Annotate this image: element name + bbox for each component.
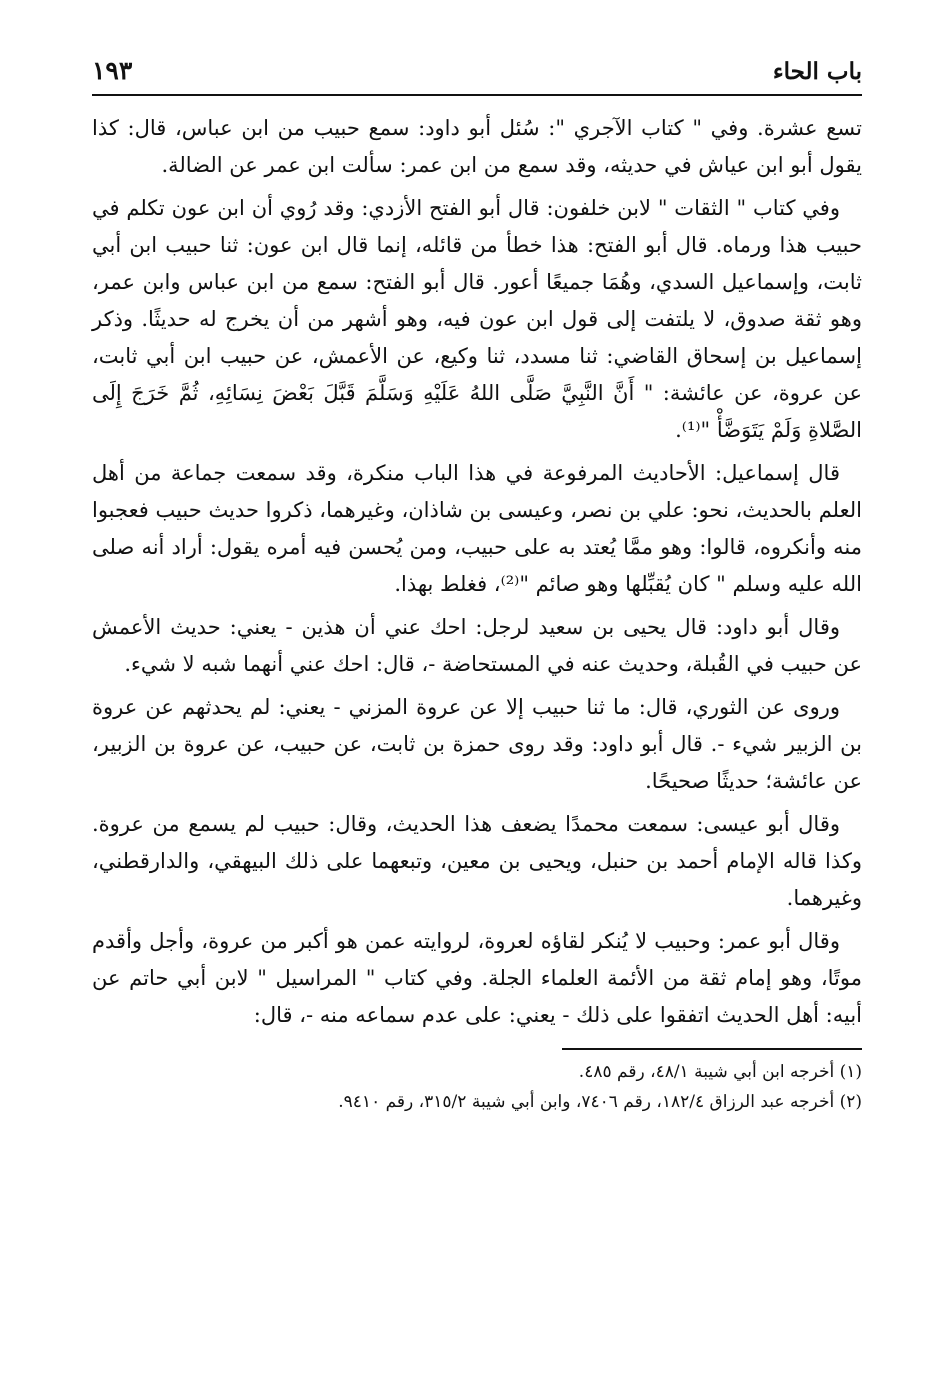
footnote-divider: [562, 1048, 862, 1050]
paragraph-1: تسع عشرة. وفي " كتاب الآجري ": سُئل أبو داود: سمع حبيب من ابن عباس، قال: كذا يقول أبو ابن عياش في حديثه، وقد سمع من ابن عمر: سألت ابن عمر عن الضالة.: [92, 116, 862, 177]
main-text: [92, 110, 862, 1034]
footnote-2: (٢) أخرجه عبد الرزاق ١٨٢/٤، رقم ٧٤٠٦، وابن أبي شيبة ٣١٥/٢، رقم ٩٤١٠.: [338, 1092, 862, 1112]
page-number: ١٩٣: [92, 56, 133, 85]
footnote-1: (١) أخرجه ابن أبي شيبة ٤٨/١، رقم ٤٨٥.: [578, 1062, 862, 1082]
paragraph-3: قال إسماعيل: الأحاديث المرفوعة في هذا الباب منكرة، وقد سمعت جماعة من أهل العلم بالحديث، نحو: علي بن نصر، وعيسى بن شاذان، وغيرهما، ذكروا حديث حبيب فعجبوا منه وأنكروه، قالوا: وهو ممَّا يُعتد به على حبيب، ومن يُحسن فيه أمره يقول: أراد أنه صلى الله عليه وسلم " كان يُقبِّلها وهو صائم "⁽²⁾، فغلط بهذا.: [92, 461, 862, 596]
paragraph-6: وقال أبو عيسى: سمعت محمدًا يضعف هذا الحديث، وقال: حبيب لم يسمع من عروة. وكذا قاله الإمام أحمد بن حنبل، ويحيى بن معين، وتبعهما على ذلك البيهقي، والدارقطني، وغيرهما.: [92, 812, 862, 910]
paragraph-4: وقال أبو داود: قال يحيى بن سعيد لرجل: احك عني أن هذين - يعني: حديث الأعمش عن حبيب في القُبلة، وحديث عنه في المستحاضة -، قال: احك عني أنهما شبه لا شيء.: [92, 615, 862, 676]
paragraph-2: وفي كتاب " الثقات " لابن خلفون: قال أبو الفتح الأزدي: وقد رُوي أن ابن عون تكلم في حبيب هذا ورماه. قال أبو الفتح: هذا خطأ من قائله، إنما قال ابن عون: ثنا حبيب ابن أبي ثابت، وإسماعيل السدي، وهُمَا جميعًا أعور. قال أبو الفتح: سمع من ابن عباس وابن عمر، وهو ثقة صدوق، لا يلتفت إلى قول ابن عون فيه، وهو أشهر من أن يخرج له حديثًا. وذكر إسماعيل بن إسحاق القاضي: ثنا مسدد، ثنا وكيع، عن الأعمش، عن حبيب ابن أبي ثابت، عن عروة، عن عائشة: " أَنَّ النَّبِيَّ صَلَّى اللهُ عَلَيْهِ وَسَلَّمَ قَبَّلَ بَعْضَ نِسَائِهِ، ثُمَّ خَرَجَ إِلَى الصَّلاةِ وَلَمْ يَتَوَضَّأْ "⁽¹⁾.: [92, 196, 862, 442]
chapter-title: باب الحاء: [772, 58, 862, 85]
page-header: [92, 50, 862, 96]
footnotes: [92, 1058, 862, 1116]
paragraph-7: وقال أبو عمر: وحبيب لا يُنكر لقاؤه لعروة، لروايته عمن هو أكبر من عروة، وأجل وأقدم موتًا، وهو إمام ثقة من الأئمة العلماء الجلة. وفي كتاب " المراسيل " لابن أبي حاتم عن أبيه: أهل الحديث اتفقوا على ذلك - يعني: على عدم سماعه منه -، قال:: [92, 929, 862, 1027]
paragraph-5: وروى عن الثوري، قال: ما ثنا حبيب إلا عن عروة المزني - يعني: لم يحدثهم عن عروة بن الزبير شيء -. قال أبو داود: وقد روى حمزة بن ثابت، عن حبيب، عن عروة بن الزبير، عن عائشة؛ حديثًا صحيحًا.: [92, 695, 862, 793]
book-page: [92, 50, 862, 1118]
